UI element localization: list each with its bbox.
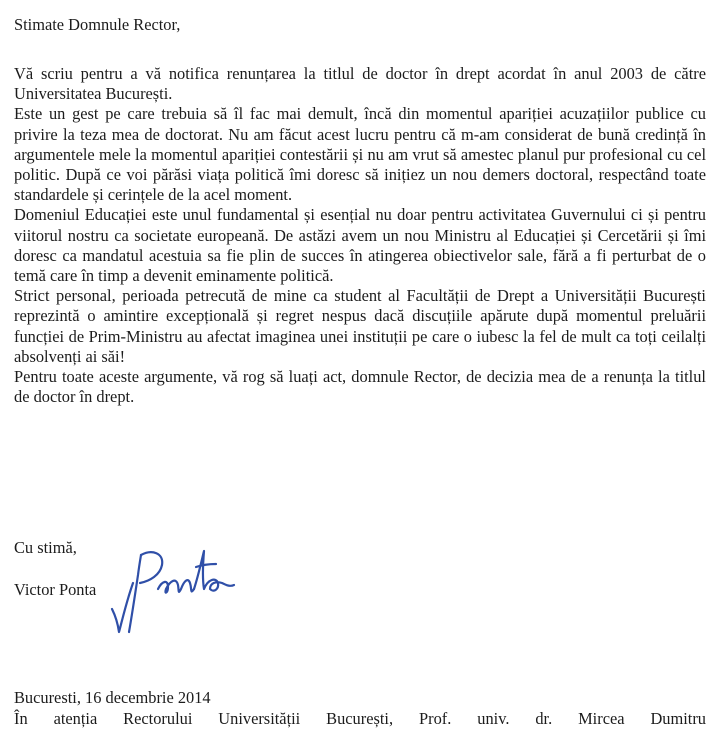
paragraph-4: Strict personal, perioada petrecută de mine ca student al Facultății de Drept a Universității București reprezintă o amintire excepțională și regret nespus dacă discuțiile apărute după momentul preluării funcției de Prim-Ministru au afectat imaginea unei instituții pe care o iubesc la fel de mult ca toți ceilalți absolvenți ai săi! <box>14 286 706 366</box>
salutation: Stimate Domnule Rector, <box>14 15 181 34</box>
paragraph-5: Pentru toate aceste argumente, vă rog să luați act, domnule Rector, de decizia mea de a renunța la titlul de doctor în drept. <box>14 367 706 407</box>
letter-page <box>14 0 706 748</box>
date-line: Bucuresti, 16 decembrie 2014 <box>14 688 211 707</box>
paragraph-2: Este un gest pe care trebuia să îl fac mai demult, încă din momentul apariției acuzațiilor publice cu privire la teza mea de doctorat. Nu am făcut acest lucru pentru că m-am considerat de bună credință în argumentele mele la momentul apariției contestării și nu am vrut să amestec planul pur profesional cu cel politic. După ce voi părăsi viața politică îmi doresc să inițiez un nou demers doctoral, respectând toate standardele și cerințele de la acel moment. <box>14 104 706 205</box>
signer-name: Victor Ponta <box>14 580 97 599</box>
addressee-line: În atenția Rectorului Universității București, Prof. univ. dr. Mircea Dumitru <box>14 709 706 728</box>
signature-icon <box>106 537 236 637</box>
letter-body <box>14 64 706 407</box>
paragraph-1: Vă scriu pentru a vă notifica renunțarea la titlul de doctor în drept acordat în anul 2003 de către Universitatea București. <box>14 64 706 104</box>
closing: Cu stimă, <box>14 538 77 557</box>
paragraph-3: Domeniul Educației este unul fundamental și esențial nu doar pentru activitatea Guvernului ci și pentru viitorul nostru ca societate europeană. De astăzi avem un nou Ministru al Educației și Cercetării și îmi doresc ca mandatul acestuia sa fie plin de succes în atingerea obiectivelor sale, fără a fi perturbat de o temă care în timp a devenit eminamente politică. <box>14 205 706 286</box>
